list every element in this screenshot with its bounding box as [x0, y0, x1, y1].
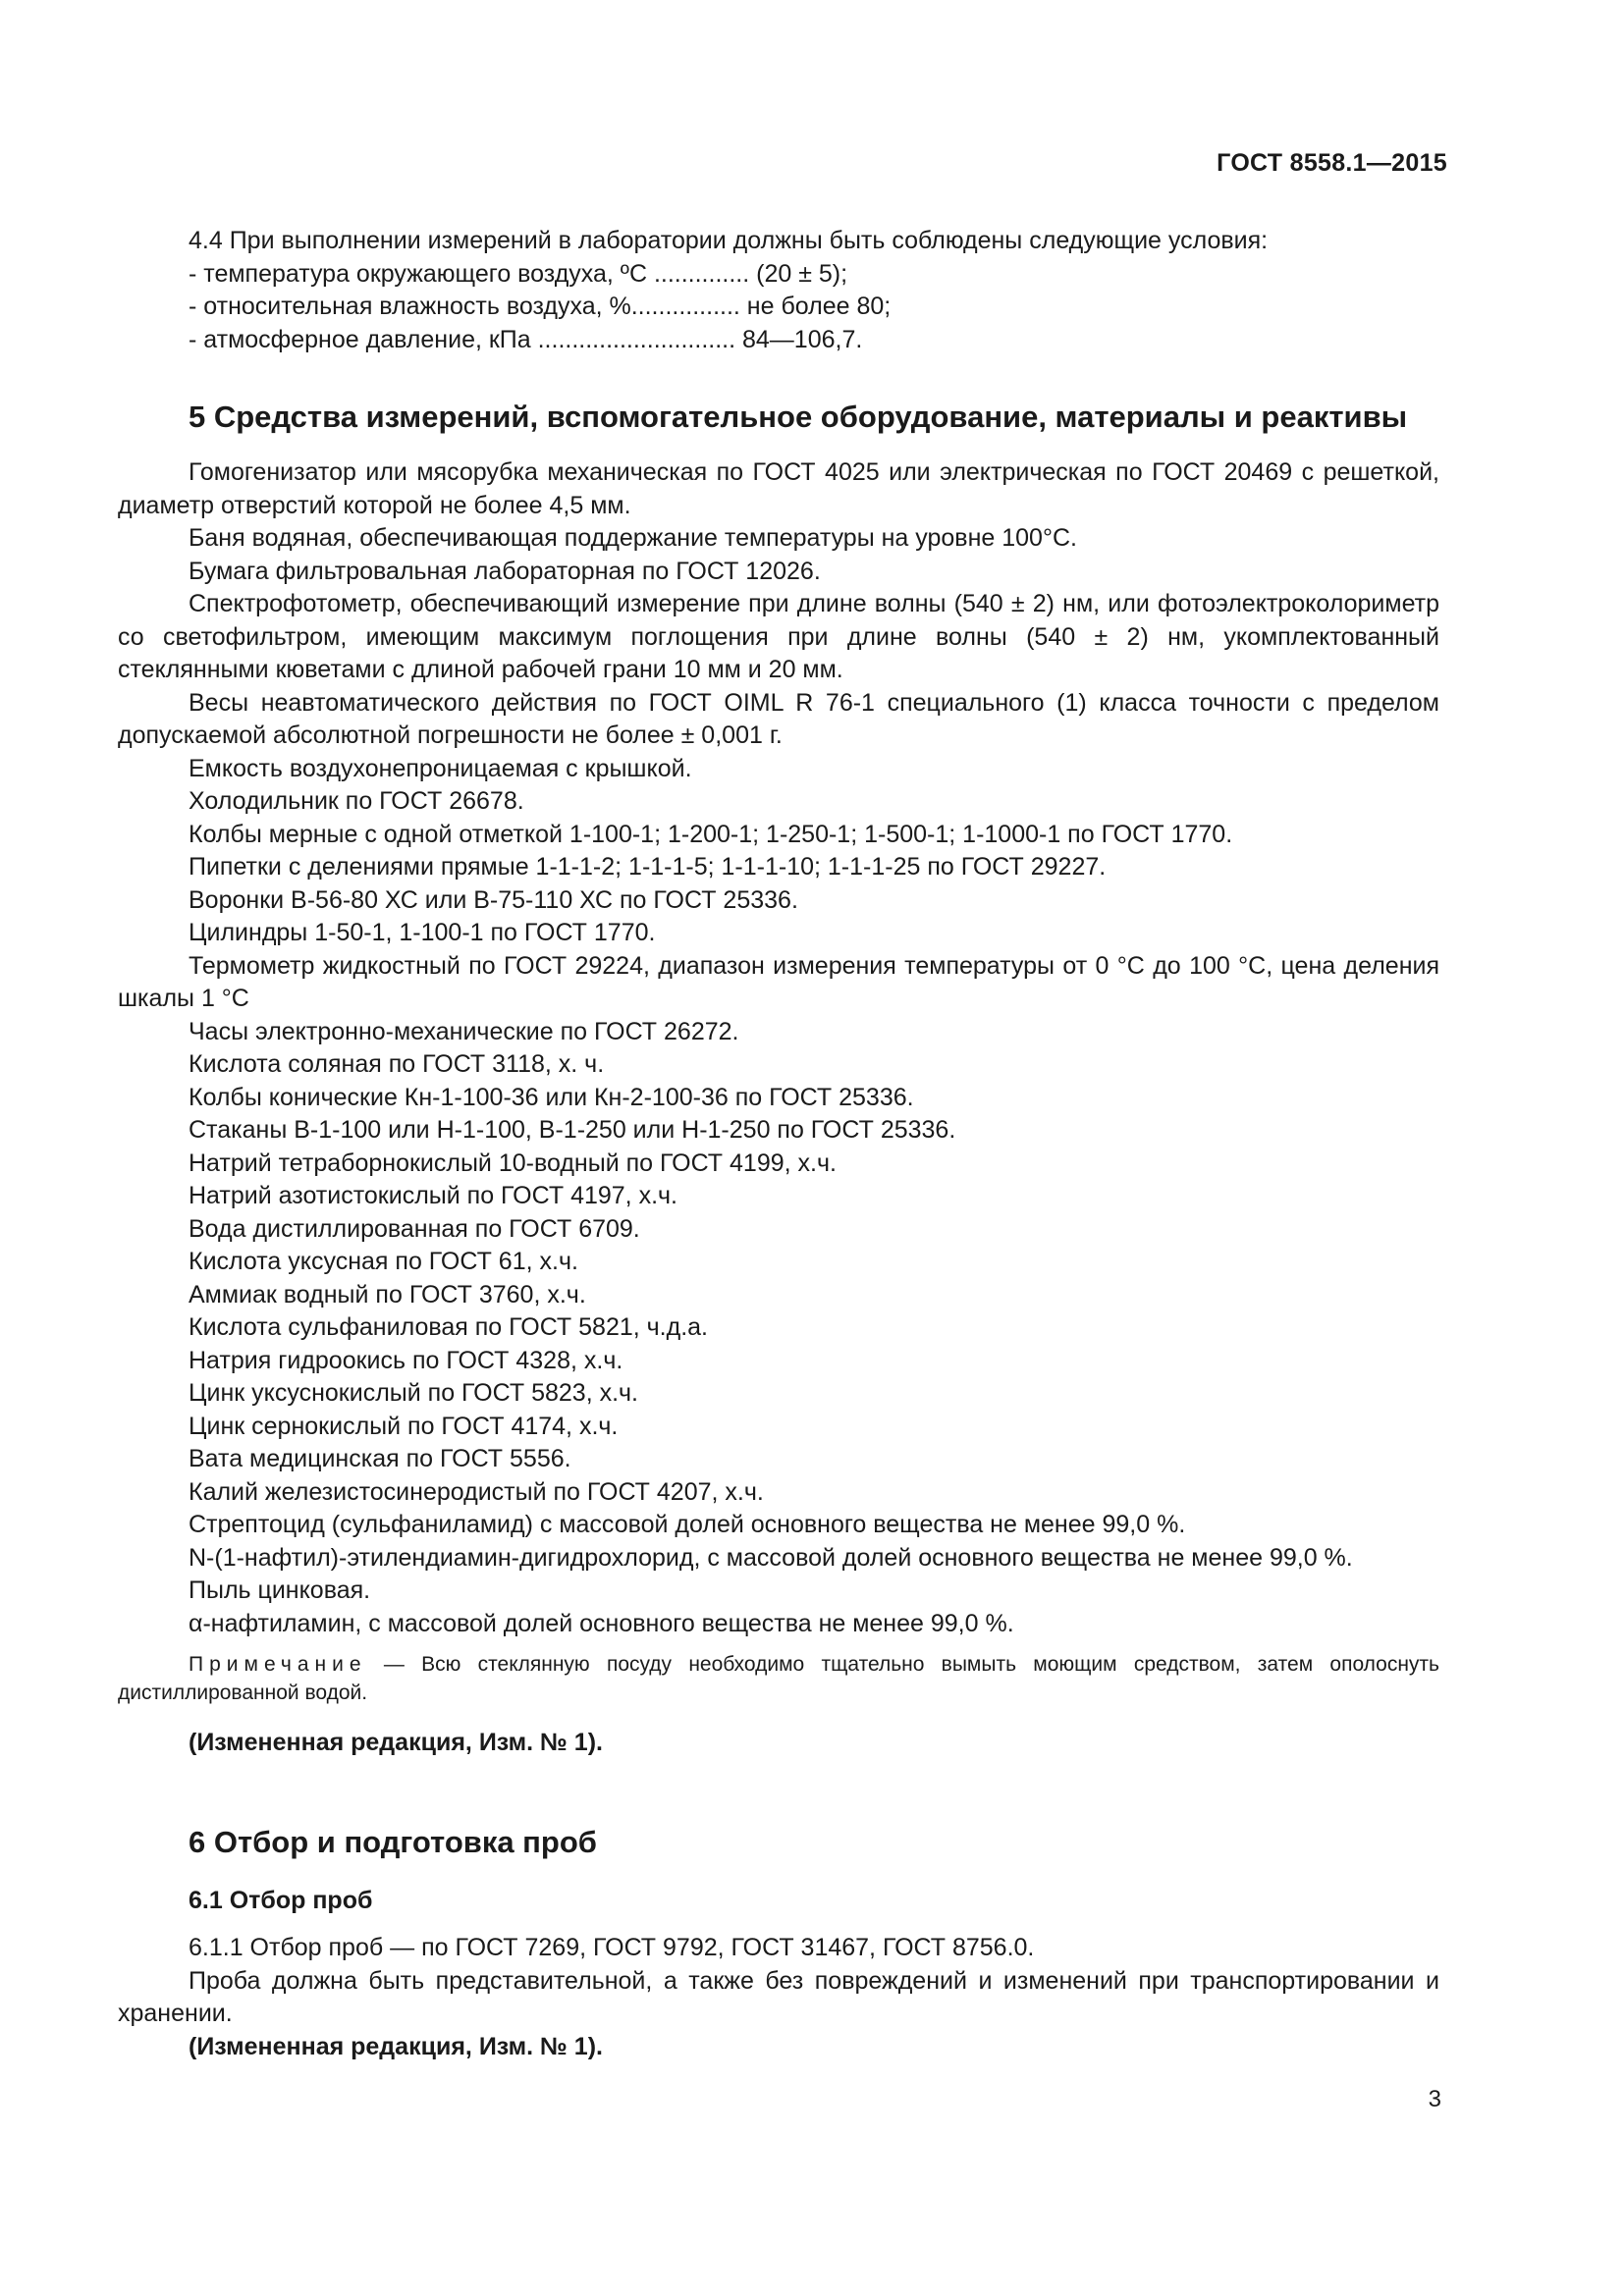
note-label: Примечание — [189, 1653, 367, 1676]
list-item: Кислота уксусная по ГОСТ 61, х.ч. — [189, 1248, 578, 1275]
amendment-note: (Измененная редакция, Изм. № 1). — [189, 1729, 603, 1756]
list-item: Цилиндры 1-50-1, 1-100-1 по ГОСТ 1770. — [189, 919, 656, 946]
condition-temperature: - температура окружающего воздуха, ºС .............. (20 ± 5); — [189, 259, 848, 288]
list-item: Воронки В-56-80 ХС или В-75-110 ХС по ГОСТ 25336. — [189, 885, 798, 914]
list-item: Баня водяная, обеспечивающая поддержание температуры на уровне 100°С. — [189, 524, 1077, 552]
section-4-4 — [118, 225, 1439, 356]
document-code: ГОСТ 8558.1—2015 — [1217, 149, 1447, 177]
section-6-1-heading: 6.1 Отбор проб — [189, 1887, 373, 1914]
list-item: Пыль цинковая. — [189, 1576, 371, 1604]
list-item: Натрия гидроокись по ГОСТ 4328, х.ч. — [189, 1346, 623, 1374]
list-item: Колбы конические Кн-1-100-36 или Кн-2-100-36 по ГОСТ 25336. — [189, 1083, 914, 1111]
page-number: 3 — [1428, 2086, 1441, 2112]
note-text: — Всю стеклянную посуду необходимо тщательно вымыть моющим средством, затем ополоснуть дистиллированной водой. — [118, 1653, 1439, 1704]
section-5-heading: 5 Средства измерений, вспомогательное оборудование, материалы и реактивы — [189, 400, 1408, 434]
list-item: Емкость воздухонепроницаемая с крышкой. — [189, 754, 692, 782]
list-item: Цинк уксуснокислый по ГОСТ 5823, х.ч. — [189, 1379, 638, 1407]
list-item: Калий железистосинеродистый по ГОСТ 4207, х.ч. — [189, 1477, 764, 1506]
paragraph-4-4: 4.4 При выполнении измерений в лаборатории должны быть соблюдены следующие условия: — [189, 227, 1269, 254]
condition-pressure: - атмосферное давление, кПа ............................. 84—106,7. — [189, 325, 863, 353]
list-item: Натрий тетраборнокислый 10-водный по ГОСТ 4199, х.ч. — [189, 1148, 837, 1177]
paragraph-sample: Проба должна быть представительной, а также без повреждений и изменений при транспортировании и хранении. — [118, 1966, 1439, 2027]
list-item: Холодильник по ГОСТ 26678. — [189, 787, 524, 815]
list-item: Гомогенизатор или мясорубка механическая по ГОСТ 4025 или электрическая по ГОСТ 20469 с решеткой, диаметр отверстий которой не более 4,5 мм. — [118, 458, 1439, 519]
list-item: Вода дистиллированная по ГОСТ 6709. — [189, 1214, 640, 1243]
amendment-note: (Измененная редакция, Изм. № 1). — [189, 2032, 603, 2060]
list-item: Стаканы В-1-100 или Н-1-100, В-1-250 или Н-1-250 по ГОСТ 25336. — [189, 1116, 956, 1144]
list-item: Пипетки с делениями прямые 1-1-1-2; 1-1-1-5; 1-1-1-10; 1-1-1-25 по ГОСТ 29227. — [189, 853, 1107, 881]
list-item: Кислота сульфаниловая по ГОСТ 5821, ч.д.а. — [189, 1313, 709, 1341]
section-5-body — [118, 456, 1439, 1760]
list-item: Часы электронно-механические по ГОСТ 26272. — [189, 1017, 739, 1045]
list-item: Колбы мерные с одной отметкой 1-100-1; 1-200-1; 1-250-1; 1-500-1; 1-1000-1 по ГОСТ 1770. — [189, 820, 1233, 848]
paragraph-6-1-1: 6.1.1 Отбор проб — по ГОСТ 7269, ГОСТ 9792, ГОСТ 31467, ГОСТ 8756.0. — [189, 1934, 1035, 1961]
list-item: Вата медицинская по ГОСТ 5556. — [189, 1445, 571, 1472]
list-item: Стрептоцид (сульфаниламид) с массовой долей основного вещества не менее 99,0 %. — [189, 1511, 1186, 1538]
list-item: Натрий азотистокислый по ГОСТ 4197, х.ч. — [189, 1182, 677, 1209]
note — [118, 1650, 1439, 1707]
condition-humidity: - относительная влажность воздуха, %................ не более 80; — [189, 293, 892, 320]
list-item: Весы неавтоматического действия по ГОСТ OIML R 76-1 специального (1) класса точности с пределом допускаемой абсолютной погрешности не более ± 0,001 г. — [118, 688, 1439, 749]
list-item: Термометр жидкостный по ГОСТ 29224, диапазон измерения температуры от 0 °С до 100 °С, цена деления шкалы 1 °С — [118, 951, 1439, 1012]
list-item: Спектрофотометр, обеспечивающий измерение при длине волны (540 ± 2) нм, или фотоэлектроколориметр со светофильтром, имеющим максимум поглощения при длине волны (540 ± 2) нм, укомплектованный стеклянными кюветами с длиной рабочей грани 10 мм и 20 мм. — [118, 590, 1439, 683]
list-item: α-нафтиламин, с массовой долей основного вещества не менее 99,0 %. — [189, 1609, 1014, 1637]
section-6-heading: 6 Отбор и подготовка проб — [189, 1825, 597, 1859]
list-item: Аммиак водный по ГОСТ 3760, х.ч. — [189, 1280, 586, 1308]
list-item: Кислота соляная по ГОСТ 3118, х. ч. — [189, 1050, 605, 1078]
list-item: Бумага фильтровальная лабораторная по ГОСТ 12026. — [189, 557, 821, 585]
list-item: N-(1-нафтил)-этилендиамин-дигидрохлорид, с массовой долей основного вещества не менее 99,0 %. — [189, 1543, 1353, 1572]
section-6-body — [118, 1932, 1439, 2063]
list-item: Цинк сернокислый по ГОСТ 4174, х.ч. — [189, 1412, 619, 1440]
